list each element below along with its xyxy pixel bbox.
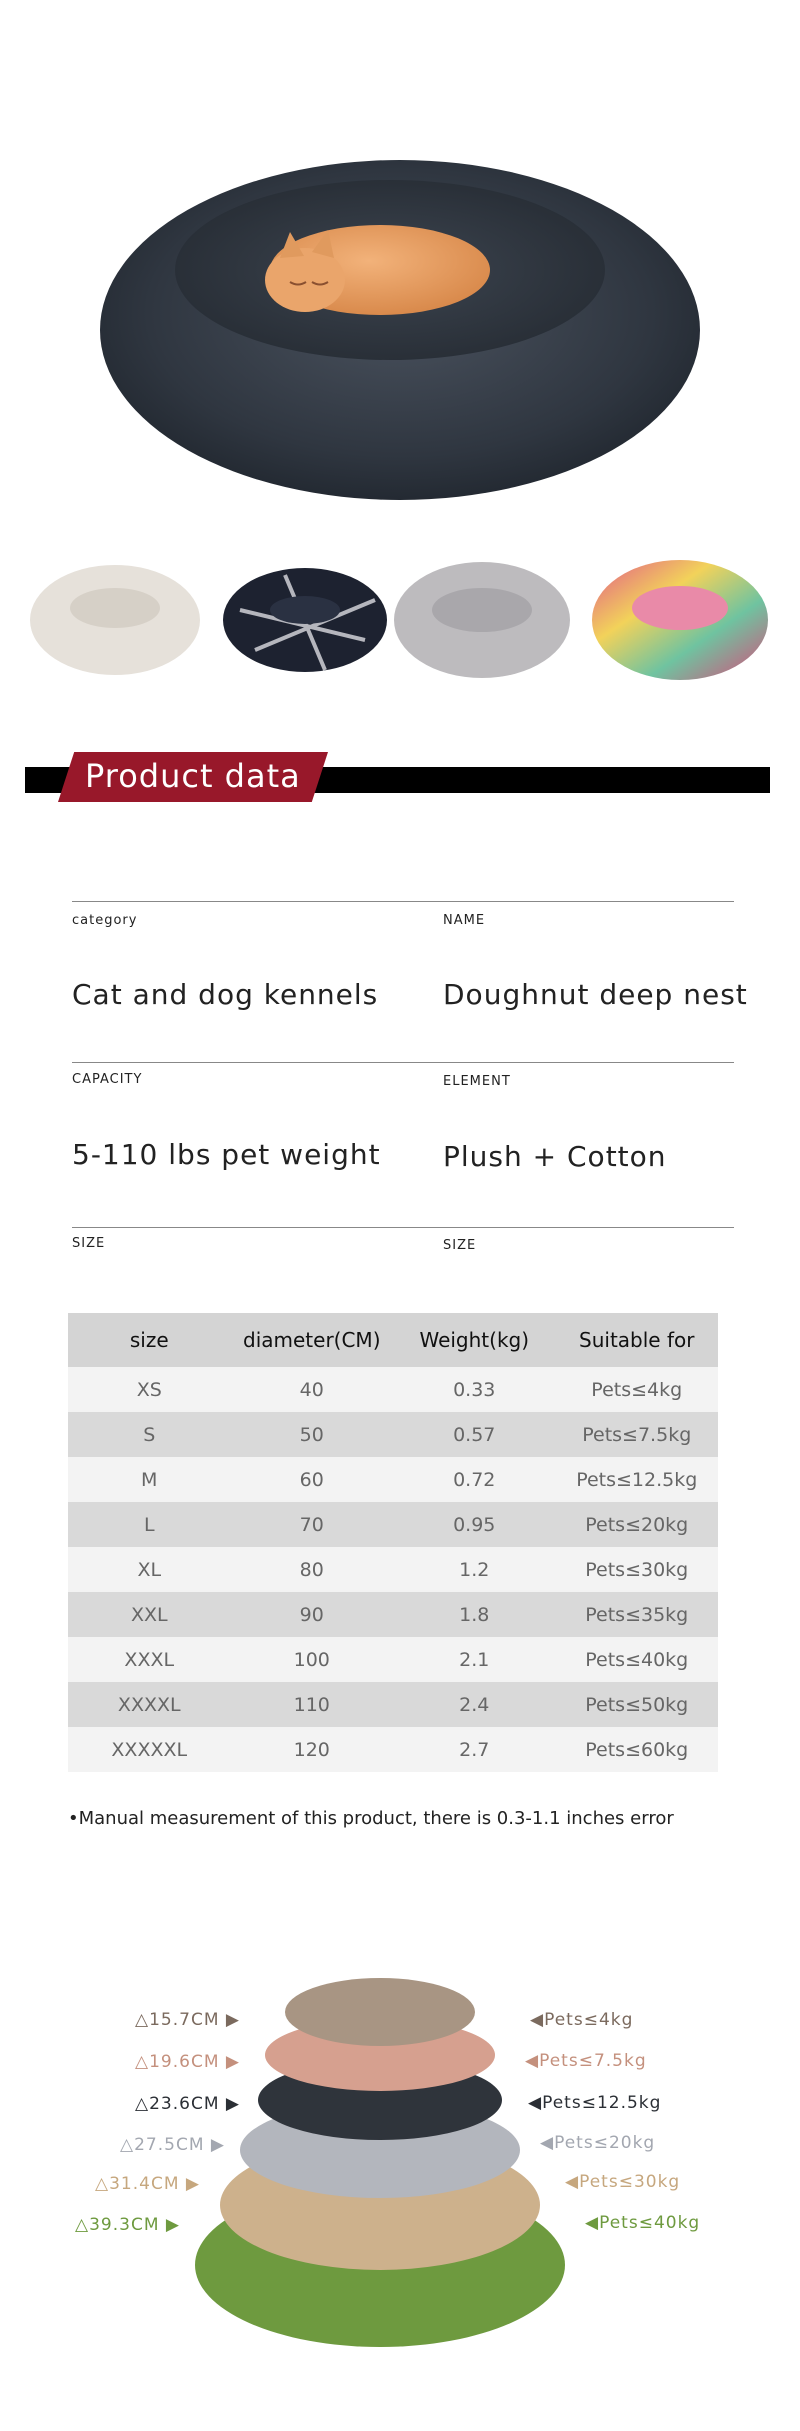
diameter-text: △31.4CM [95, 2174, 180, 2194]
diameter-label [55, 2135, 225, 2155]
weight-label [530, 2010, 730, 2030]
table-cell: Pets≤12.5kg [556, 1457, 719, 1502]
diameter-label [70, 2094, 240, 2114]
thumbnail-grey-bed [392, 540, 572, 690]
table-cell: XXXXXL [68, 1727, 231, 1772]
table-cell: 80 [231, 1547, 394, 1592]
section-title: Product data [85, 757, 301, 795]
arrow-left-icon: ◀ [528, 2093, 543, 2113]
arrow-left-icon: ◀ [565, 2172, 580, 2192]
weight-label [585, 2213, 785, 2233]
capacity-label: CAPACITY [72, 1072, 143, 1087]
weight-text: Pets≤7.5kg [539, 2051, 647, 2071]
diameter-label [70, 2052, 240, 2072]
size-label-left: SIZE [72, 1236, 106, 1251]
table-header-cell: Weight(kg) [393, 1313, 556, 1367]
divider [72, 1227, 734, 1228]
table-row [68, 1412, 718, 1457]
table-cell: XS [68, 1367, 231, 1412]
table-cell: L [68, 1502, 231, 1547]
size-label-right: SIZE [443, 1238, 477, 1253]
table-row [68, 1367, 718, 1412]
thumbnail-tie-dye-bed [590, 540, 770, 690]
table-header-cell: size [68, 1313, 231, 1367]
weight-text: Pets≤12.5kg [542, 2093, 662, 2113]
table-cell: 110 [231, 1682, 394, 1727]
arrow-right-icon: ▶ [185, 2174, 200, 2194]
arrow-right-icon: ▶ [165, 2215, 180, 2235]
divider [72, 1062, 734, 1063]
capacity-value: 5-110 lbs pet weight [72, 1138, 381, 1171]
table-cell: 0.95 [393, 1502, 556, 1547]
arrow-right-icon: ▶ [225, 2052, 240, 2072]
table-row [68, 1457, 718, 1502]
name-value: Doughnut deep nest [443, 978, 748, 1011]
table-cell: 0.57 [393, 1412, 556, 1457]
table-cell: 90 [231, 1592, 394, 1637]
table-cell: Pets≤60kg [556, 1727, 719, 1772]
hero-product-image [90, 110, 710, 510]
weight-text: Pets≤30kg [579, 2172, 681, 2192]
thumbnail-cream-bed [25, 540, 205, 690]
table-cell: 1.8 [393, 1592, 556, 1637]
weight-label [528, 2093, 728, 2113]
table-cell: 2.1 [393, 1637, 556, 1682]
table-cell: Pets≤20kg [556, 1502, 719, 1547]
category-label: category [72, 913, 138, 928]
table-cell: 120 [231, 1727, 394, 1772]
size-table [68, 1313, 718, 1772]
table-cell: 50 [231, 1412, 394, 1457]
stacked-beds-illustration [180, 1970, 580, 2360]
table-cell: 60 [231, 1457, 394, 1502]
table-row [68, 1502, 718, 1547]
arrow-left-icon: ◀ [540, 2133, 555, 2153]
category-value: Cat and dog kennels [72, 978, 379, 1011]
table-cell: 2.7 [393, 1727, 556, 1772]
arrow-right-icon: ▶ [225, 2010, 240, 2030]
measurement-note: •Manual measurement of this product, there is 0.3-1.1 inches error [68, 1808, 674, 1829]
table-cell: XXL [68, 1592, 231, 1637]
table-cell: XXXL [68, 1637, 231, 1682]
table-cell: XL [68, 1547, 231, 1592]
arrow-right-icon: ▶ [210, 2135, 225, 2155]
weight-label [525, 2051, 725, 2071]
element-value: Plush + Cotton [443, 1140, 667, 1173]
diameter-text: △27.5CM [120, 2135, 205, 2155]
bed-layer [285, 1978, 475, 2046]
divider [72, 901, 734, 902]
table-cell: Pets≤40kg [556, 1637, 719, 1682]
diameter-label [70, 2010, 240, 2030]
table-cell: XXXXL [68, 1682, 231, 1727]
table-cell: Pets≤4kg [556, 1367, 719, 1412]
arrow-left-icon: ◀ [525, 2051, 540, 2071]
weight-text: Pets≤4kg [544, 2010, 634, 2030]
diameter-text: △23.6CM [135, 2094, 220, 2114]
table-cell: 40 [231, 1367, 394, 1412]
arrow-left-icon: ◀ [585, 2213, 600, 2233]
table-cell: Pets≤7.5kg [556, 1412, 719, 1457]
table-header-row [68, 1313, 718, 1367]
table-row [68, 1547, 718, 1592]
table-cell: Pets≤30kg [556, 1547, 719, 1592]
diameter-label [30, 2174, 200, 2194]
table-row [68, 1682, 718, 1727]
table-row [68, 1637, 718, 1682]
weight-text: Pets≤40kg [599, 2213, 701, 2233]
table-row [68, 1727, 718, 1772]
weight-label [565, 2172, 765, 2192]
table-cell: 1.2 [393, 1547, 556, 1592]
table-cell: 70 [231, 1502, 394, 1547]
table-cell: S [68, 1412, 231, 1457]
element-label: ELEMENT [443, 1074, 511, 1089]
table-cell: 0.33 [393, 1367, 556, 1412]
table-row [68, 1592, 718, 1637]
diameter-text: △39.3CM [75, 2215, 160, 2235]
table-cell: 100 [231, 1637, 394, 1682]
table-header-cell: Suitable for [556, 1313, 719, 1367]
table-cell: M [68, 1457, 231, 1502]
table-cell: Pets≤50kg [556, 1682, 719, 1727]
arrow-left-icon: ◀ [530, 2010, 545, 2030]
thumbnail-black-plaid-bed [215, 540, 395, 690]
table-cell: 0.72 [393, 1457, 556, 1502]
diameter-text: △15.7CM [135, 2010, 220, 2030]
weight-text: Pets≤20kg [554, 2133, 656, 2153]
table-header-cell: diameter(CM) [231, 1313, 394, 1367]
diameter-label [10, 2215, 180, 2235]
arrow-right-icon: ▶ [225, 2094, 240, 2114]
weight-label [540, 2133, 740, 2153]
diameter-text: △19.6CM [135, 2052, 220, 2072]
table-cell: 2.4 [393, 1682, 556, 1727]
name-label: NAME [443, 913, 486, 928]
table-cell: Pets≤35kg [556, 1592, 719, 1637]
